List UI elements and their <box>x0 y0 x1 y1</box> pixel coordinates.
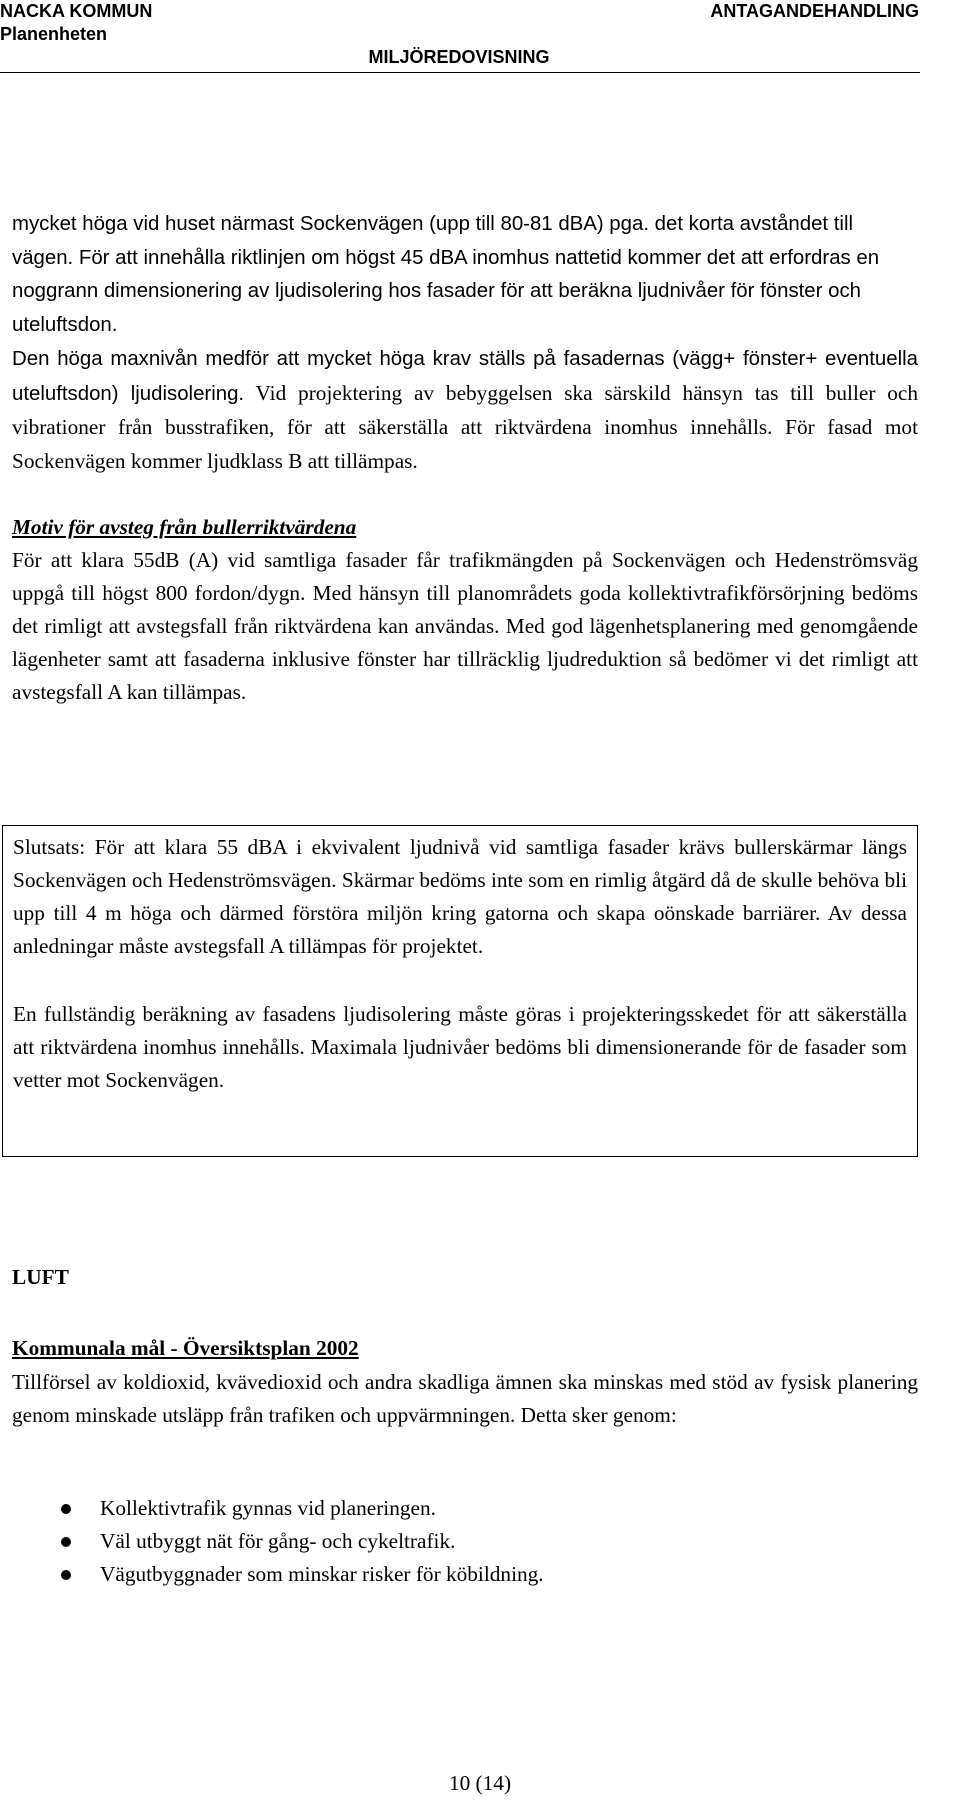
list-item: Kollektivtrafik gynnas vid planeringen. <box>0 1492 544 1525</box>
paragraph-motiv: För att klara 55dB (A) vid samtliga fasader får trafikmängden på Sockenvägen och Hedenströmsväg uppgå till högst 800 fordon/dygn. Med hänsyn till planområdets goda kollektivtrafikförsörjning bedöms det rimligt att avstegsfall från riktvärdena kan användas. Med god lägenhetsplanering med genomgående lägenheter samt att fasaderna inklusive fönster har tillräcklig ljudreduktion så bedömer vi det rimligt att avstegsfall A kan tillämpas. <box>12 548 918 704</box>
bullet-dot-icon <box>61 1537 71 1547</box>
header-doc-type: ANTAGANDEHANDLING <box>710 1 919 21</box>
bullet-dot-icon <box>61 1504 71 1514</box>
paragraph-projektering: Vid projektering av bebyggelsen ska särskild hänsyn tas till buller och vibrationer från busstrafiken, för att säkerställa att riktvärdena inomhus innehålls. För fasad mot Sockenvägen kommer ljudklass B att tillämpas. <box>12 380 919 473</box>
list-item: Väl utbyggt nät för gång- och cykeltrafik. <box>0 1525 544 1558</box>
page-number: 10 (14) <box>448 1771 512 1795</box>
paragraph-slutsats: Slutsats: För att klara 55 dBA i ekvivalent ljudnivå vid samtliga fasader krävs bullerskärmar längs Sockenvägen och Hedenströmsvägen. Skärmar bedöms inte som en rimlig åtgärd då de skulle behöva bli upp till 4 m höga och därmed förstöra miljön kring gatorna och skapa oönskade barriärer. Av dessa anledningar måste avstegsfall A tillämpas för projektet. <box>13 835 907 958</box>
header-section: MILJÖREDOVISNING <box>368 47 550 67</box>
paragraph-kommunala-mal: Tillförsel av koldioxid, kvävedioxid och andra skadliga ämnen ska minskas med stöd av fysisk planering genom minskade utsläpp från trafiken och uppvärmningen. Detta sker genom: <box>12 1370 918 1427</box>
paragraph-noise-levels: mycket höga vid huset närmast Sockenvägen (upp till 80-81 dBA) pga. det korta avståndet till vägen. För att innehålla riktlinjen om högst 45 dBA inomhus nattetid kommer det att erfordras en noggrann dimensionering av ljudisolering hos fasader för att beräkna ljudnivåer för fönster och uteluftsdon. <box>12 213 880 336</box>
paragraph-max-level <box>12 342 918 478</box>
body-text <box>12 208 918 709</box>
paragraph-max-level-sans: Den höga maxnivån medför att mycket höga krav ställs på fasadernas (vägg+ fönster+ eventuella uteluftsdon) ljudisolering. <box>12 348 918 405</box>
motiv-heading: Motiv för avsteg från bullerriktvärdena <box>12 515 357 539</box>
header-org: NACKA KOMMUN <box>0 1 153 21</box>
header-dept: Planenheten <box>0 24 108 44</box>
header-rule <box>0 72 920 73</box>
page-header <box>0 0 960 76</box>
conclusion-box <box>2 825 918 1157</box>
subheading-kommunala-mal: Kommunala mål - Översiktsplan 2002 <box>12 1336 359 1360</box>
section-title-luft: LUFT <box>12 1265 69 1289</box>
paragraph-berakning: En fullständig beräkning av fasadens ljudisolering måste göras i projekteringsskedet för att säkerställa att riktvärdena inomhus innehålls. Maximala ljudnivåer bedöms bli dimensionerande för de fasader som vetter mot Sockenvägen. <box>13 1002 907 1092</box>
bullet-dot-icon <box>61 1570 71 1580</box>
list-item: Vägutbyggnader som minskar risker för köbildning. <box>0 1558 544 1591</box>
bullet-list <box>0 1492 544 1591</box>
